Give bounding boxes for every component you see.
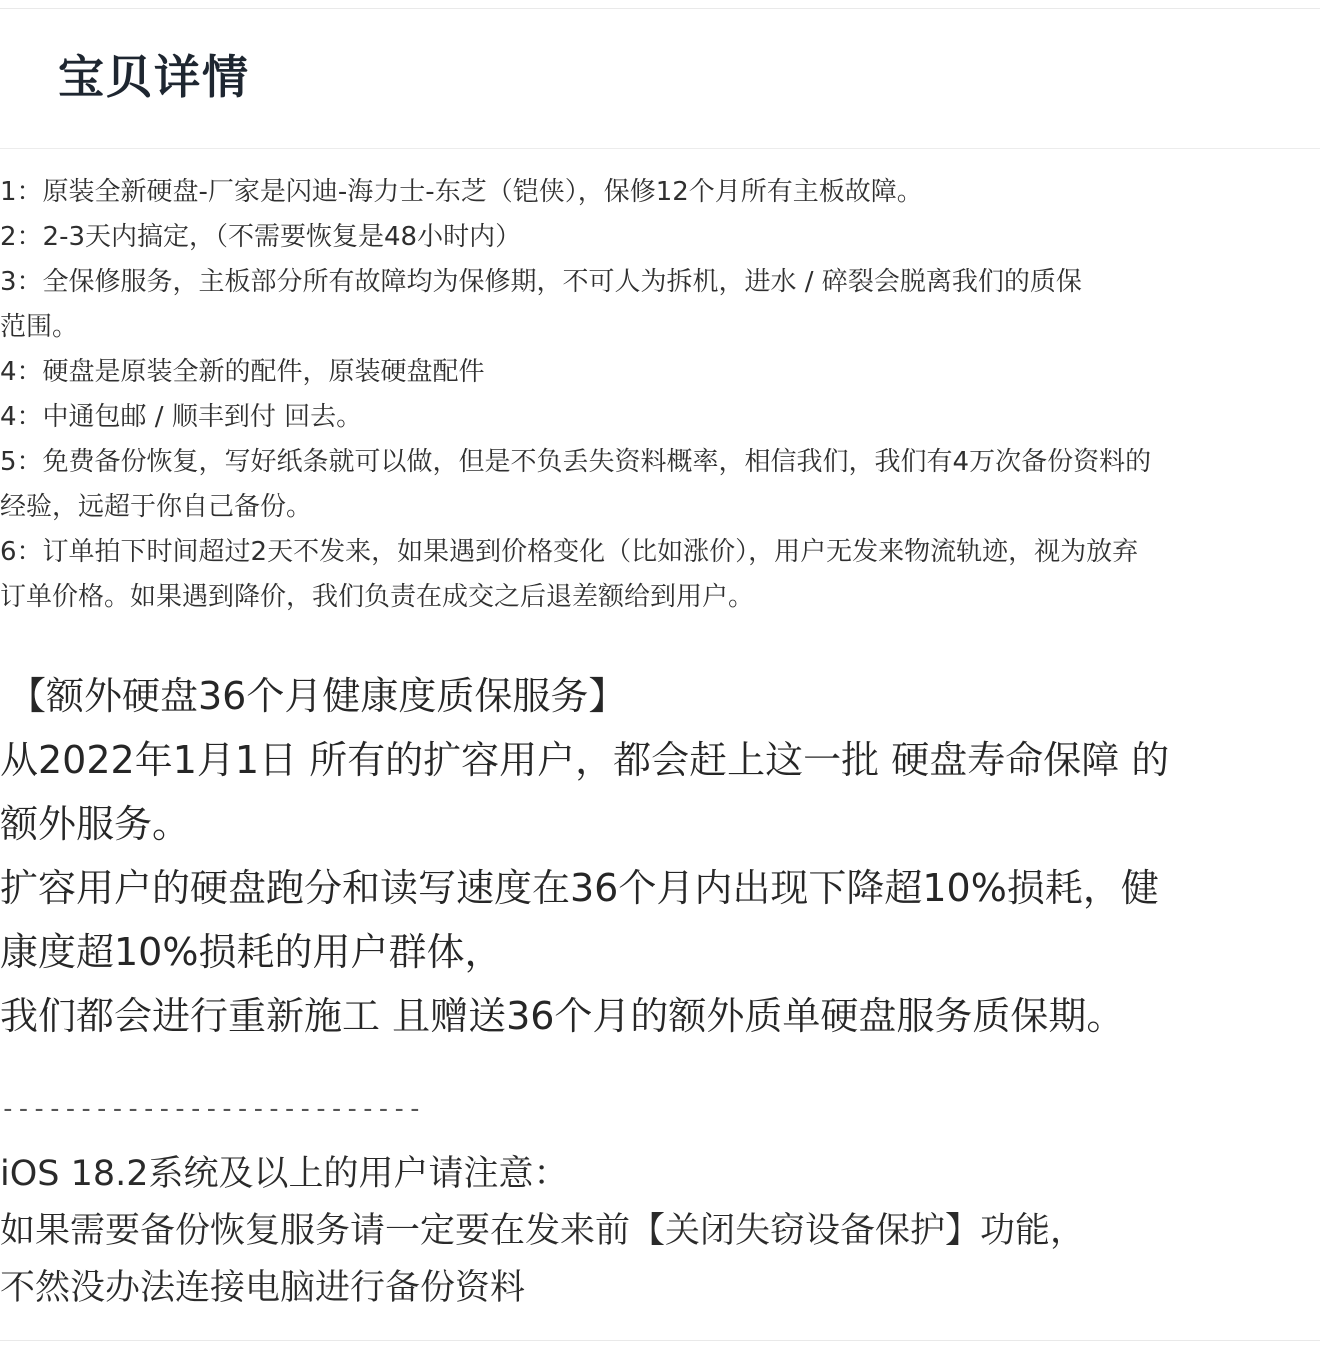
header: [0, 9, 1320, 148]
rule-item-4a: [0, 350, 1320, 395]
rule-item-6: [0, 530, 1320, 620]
header-divider: [0, 148, 1320, 149]
bottom-divider: [0, 1340, 1320, 1341]
warranty-title: 【额外硬盘36个月健康度质保服务】: [8, 674, 627, 718]
rule-line: 6：订单拍下时间超过2天不发来，如果遇到价格变化（比如涨价），用户无发来物流轨迹，视为放弃: [0, 537, 1139, 567]
ios-note-line: 不然没办法连接电脑进行备份资料: [0, 1268, 526, 1308]
rule-item-2: [0, 215, 1320, 260]
ios-note-section: [0, 1146, 1320, 1317]
warranty-line: 扩容用户的硬盘跑分和读写速度在36个月内出现下降超10%损耗，健: [0, 866, 1159, 910]
rules-list: [0, 170, 1320, 620]
rule-line: 经验，远超于你自己备份。: [0, 492, 313, 522]
warranty-section: [0, 664, 1320, 1048]
warranty-line: 额外服务。: [0, 802, 191, 846]
rule-item-3: [0, 260, 1320, 350]
rule-line: 5：免费备份恢复，写好纸条就可以做，但是不负丢失资料概率，相信我们，我们有4万次备份资料的: [0, 447, 1152, 477]
ios-note-heading: iOS 18.2系统及以上的用户请注意：: [0, 1154, 569, 1194]
rule-line: 订单价格。如果遇到降价，我们负责在成交之后退差额给到用户。: [0, 582, 755, 612]
rule-line: 范围。: [0, 312, 79, 342]
rule-item-4b: [0, 395, 1320, 440]
warranty-line: 从2022年1月1日 所有的扩容用户，都会赶上这一批 硬盘寿命保障 的: [0, 738, 1170, 782]
page-title: 宝贝详情: [58, 50, 250, 104]
rule-line: 2：2-3天内搞定，（不需要恢复是48小时内）: [0, 222, 522, 252]
rule-line: 3：全保修服务，主板部分所有故障均为保修期，不可人为拆机，进水 / 碎裂会脱离我们的质保: [0, 267, 1082, 297]
rule-item-5: [0, 440, 1320, 530]
warranty-line: 康度超10%损耗的用户群体，: [0, 930, 503, 974]
rule-item-1: [0, 170, 1320, 215]
rule-line: 1：原装全新硬盘-厂家是闪迪-海力士-东芝（铠侠），保修12个月所有主板故障。: [0, 177, 923, 207]
warranty-line: 我们都会进行重新施工 且赠送36个月的额外质单硬盘服务质保期。: [0, 994, 1125, 1038]
dashed-divider: ---------------------------: [0, 1094, 423, 1124]
rule-line: 4：硬盘是原装全新的配件，原装硬盘配件: [0, 357, 485, 387]
ios-note-line: 如果需要备份恢复服务请一定要在发来前【关闭失窃设备保护】功能，: [0, 1211, 1086, 1251]
rule-line: 4：中通包邮 / 顺丰到付 回去。: [0, 402, 363, 432]
